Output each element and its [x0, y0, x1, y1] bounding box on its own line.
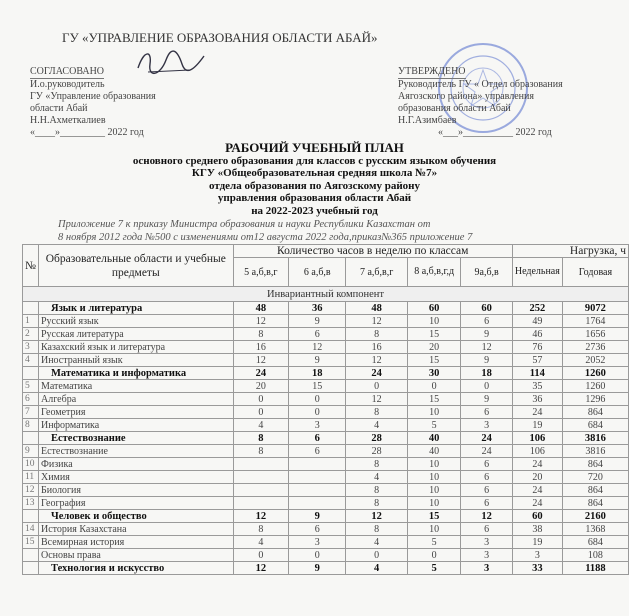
row-number: 9 — [23, 445, 39, 458]
header-class: 9а,б,в — [461, 258, 512, 287]
class-hours-cell: 6 — [461, 315, 512, 328]
yearly-cell: 2736 — [562, 341, 628, 354]
class-hours-cell: 4 — [346, 471, 407, 484]
class-hours-cell: 18 — [461, 367, 512, 380]
subject-name: Естествознание — [38, 445, 233, 458]
class-hours-cell: 5 — [407, 536, 461, 549]
group-name: Естествознание — [38, 432, 233, 445]
yearly-cell: 684 — [562, 536, 628, 549]
subject-name: Всемирная история — [38, 536, 233, 549]
weekly-cell: 20 — [512, 471, 562, 484]
weekly-cell: 106 — [512, 432, 562, 445]
class-hours-cell: 3 — [461, 562, 512, 575]
class-hours-cell: 15 — [407, 510, 461, 523]
class-hours-cell: 12 — [346, 315, 407, 328]
row-number — [23, 302, 39, 315]
yearly-cell: 864 — [562, 484, 628, 497]
class-hours-cell: 24 — [233, 367, 289, 380]
class-hours-cell: 4 — [346, 419, 407, 432]
weekly-cell: 19 — [512, 419, 562, 432]
weekly-cell: 3 — [512, 549, 562, 562]
agreed-block — [30, 66, 156, 139]
class-hours-cell: 8 — [346, 406, 407, 419]
row-number: 1 — [23, 315, 39, 328]
class-hours-cell: 36 — [289, 302, 346, 315]
yearly-cell: 2052 — [562, 354, 628, 367]
subject-name: Казахский язык и литература — [38, 341, 233, 354]
table-group-row — [23, 562, 629, 575]
title-line: КГУ «Общеобразовательная средняя школа №7» — [191, 167, 438, 179]
yearly-cell: 108 — [562, 549, 628, 562]
table-row — [23, 497, 629, 510]
class-hours-cell — [289, 497, 346, 510]
class-hours-cell: 20 — [407, 341, 461, 354]
group-name: Язык и литература — [38, 302, 233, 315]
class-hours-cell: 24 — [461, 445, 512, 458]
row-number: 7 — [23, 406, 39, 419]
class-hours-cell: 5 — [407, 419, 461, 432]
row-number: 6 — [23, 393, 39, 406]
class-hours-cell: 9 — [289, 315, 346, 328]
row-number: 8 — [23, 419, 39, 432]
table-row — [23, 380, 629, 393]
row-number — [23, 432, 39, 445]
class-hours-cell: 4 — [346, 536, 407, 549]
class-hours-cell: 3 — [461, 549, 512, 562]
weekly-cell: 38 — [512, 523, 562, 536]
agreed-line: Н.Н.Ахметкалиев — [30, 115, 106, 126]
class-hours-cell: 12 — [346, 354, 407, 367]
agreed-date: «____»_________ 2022 год — [30, 127, 144, 138]
weekly-cell: 19 — [512, 536, 562, 549]
yearly-cell: 3816 — [562, 432, 628, 445]
header-class: 5 а,б,в,г — [233, 258, 289, 287]
class-hours-cell: 0 — [233, 393, 289, 406]
weekly-cell: 76 — [512, 341, 562, 354]
approved-label: УТВЕРЖДЕНО — [398, 66, 466, 77]
yearly-cell: 3816 — [562, 445, 628, 458]
class-hours-cell: 8 — [233, 328, 289, 341]
subject-name: Русская литература — [38, 328, 233, 341]
subject-name: Иностранный язык — [38, 354, 233, 367]
weekly-cell: 24 — [512, 458, 562, 471]
class-hours-cell: 6 — [461, 484, 512, 497]
class-hours-cell: 12 — [346, 510, 407, 523]
agreed-line: области Абай — [30, 103, 88, 114]
yearly-cell: 1764 — [562, 315, 628, 328]
row-number — [23, 367, 39, 380]
table-row — [23, 536, 629, 549]
class-hours-cell: 9 — [289, 510, 346, 523]
row-number: 2 — [23, 328, 39, 341]
class-hours-cell: 8 — [346, 497, 407, 510]
yearly-cell: 1188 — [562, 562, 628, 575]
class-hours-cell — [233, 497, 289, 510]
title-line: основного среднего образования для классов с русским языком обучения — [132, 154, 497, 167]
class-hours-cell: 8 — [346, 523, 407, 536]
class-hours-cell: 4 — [233, 536, 289, 549]
class-hours-cell: 12 — [233, 510, 289, 523]
class-hours-cell: 8 — [233, 523, 289, 536]
weekly-cell: 36 — [512, 393, 562, 406]
class-hours-cell: 9 — [461, 354, 512, 367]
class-hours-cell: 6 — [461, 523, 512, 536]
table-row — [23, 445, 629, 458]
class-hours-cell: 40 — [407, 432, 461, 445]
class-hours-cell: 24 — [461, 432, 512, 445]
header-class: 6 а,б,в — [289, 258, 346, 287]
table-group-row — [23, 367, 629, 380]
class-hours-cell: 0 — [346, 549, 407, 562]
class-hours-cell: 48 — [233, 302, 289, 315]
class-hours-cell — [289, 484, 346, 497]
table-row — [23, 315, 629, 328]
class-hours-cell: 60 — [461, 302, 512, 315]
class-hours-cell: 6 — [289, 328, 346, 341]
agreed-line: ГУ «Управление образования — [30, 91, 156, 102]
table-row — [23, 354, 629, 367]
class-hours-cell: 10 — [407, 484, 461, 497]
weekly-cell: 114 — [512, 367, 562, 380]
title-main: РАБОЧИЙ УЧЕБНЫЙ ПЛАН — [225, 140, 404, 155]
class-hours-cell: 0 — [407, 380, 461, 393]
class-hours-cell: 10 — [407, 497, 461, 510]
class-hours-cell: 16 — [233, 341, 289, 354]
yearly-cell: 1368 — [562, 523, 628, 536]
class-hours-cell: 0 — [233, 406, 289, 419]
class-hours-cell: 8 — [233, 432, 289, 445]
yearly-cell: 9072 — [562, 302, 628, 315]
row-number: 10 — [23, 458, 39, 471]
row-number — [23, 549, 39, 562]
subject-name: Алгебра — [38, 393, 233, 406]
subject-name: Биология — [38, 484, 233, 497]
subject-name: Химия — [38, 471, 233, 484]
table-group-row — [23, 510, 629, 523]
table-row — [23, 393, 629, 406]
weekly-cell: 106 — [512, 445, 562, 458]
approved-block — [398, 66, 563, 139]
header-weekly: Недельная — [512, 258, 562, 287]
class-hours-cell: 8 — [346, 484, 407, 497]
class-hours-cell: 6 — [461, 471, 512, 484]
class-hours-cell: 60 — [407, 302, 461, 315]
group-name: Математика и информатика — [38, 367, 233, 380]
header-hours: Количество часов в неделю по классам — [233, 245, 512, 258]
class-hours-cell: 6 — [289, 445, 346, 458]
class-hours-cell: 6 — [461, 497, 512, 510]
class-hours-cell: 12 — [233, 315, 289, 328]
class-hours-cell: 12 — [289, 341, 346, 354]
class-hours-cell: 6 — [289, 432, 346, 445]
table-row — [23, 406, 629, 419]
order-note — [58, 218, 472, 244]
weekly-cell: 60 — [512, 510, 562, 523]
header-subjects: Образовательные области и учебные предметы — [38, 245, 233, 287]
yearly-cell: 684 — [562, 419, 628, 432]
class-hours-cell: 0 — [233, 549, 289, 562]
subject-name: Основы права — [38, 549, 233, 562]
class-hours-cell: 15 — [407, 328, 461, 341]
class-hours-cell: 20 — [233, 380, 289, 393]
row-number: 3 — [23, 341, 39, 354]
header-load: Нагрузка, ч — [512, 245, 628, 258]
class-hours-cell: 10 — [407, 458, 461, 471]
class-hours-cell: 8 — [346, 328, 407, 341]
agreed-label: СОГЛАСОВАНО — [30, 66, 105, 77]
class-hours-cell: 9 — [289, 354, 346, 367]
table-row — [23, 328, 629, 341]
class-hours-cell: 6 — [461, 458, 512, 471]
invariant-component: Инвариантный компонент — [23, 287, 629, 302]
class-hours-cell: 12 — [346, 393, 407, 406]
class-hours-cell: 10 — [407, 523, 461, 536]
title-line: отдела образования по Аягозскому району — [208, 179, 421, 192]
approved-line: Н.Г.Азимбаев — [398, 115, 457, 126]
approved-line: образования области Абай — [398, 103, 511, 114]
weekly-cell: 49 — [512, 315, 562, 328]
class-hours-cell: 40 — [407, 445, 461, 458]
class-hours-cell: 3 — [289, 536, 346, 549]
document-title — [0, 142, 629, 217]
subject-name: Геометрия — [38, 406, 233, 419]
class-hours-cell: 3 — [461, 419, 512, 432]
row-number: 4 — [23, 354, 39, 367]
org-header: ГУ «УПРАВЛЕНИЕ ОБРАЗОВАНИЯ ОБЛАСТИ АБАЙ» — [62, 30, 378, 45]
class-hours-cell: 3 — [289, 419, 346, 432]
subject-name: Математика — [38, 380, 233, 393]
table-row — [23, 341, 629, 354]
class-hours-cell: 0 — [346, 380, 407, 393]
yearly-cell: 2160 — [562, 510, 628, 523]
group-name: Технология и искусство — [38, 562, 233, 575]
subject-name: География — [38, 497, 233, 510]
subject-name: Физика — [38, 458, 233, 471]
class-hours-cell — [233, 471, 289, 484]
row-number: 11 — [23, 471, 39, 484]
class-hours-cell: 0 — [461, 380, 512, 393]
weekly-cell: 46 — [512, 328, 562, 341]
note-line: 8 ноября 2012 года №500 с изменениями от12 августа 2022 года,приказ№365 приложение 7 — [58, 232, 473, 243]
class-hours-cell: 0 — [289, 393, 346, 406]
class-hours-cell: 0 — [407, 549, 461, 562]
class-hours-cell: 8 — [346, 458, 407, 471]
weekly-cell: 24 — [512, 406, 562, 419]
class-hours-cell: 12 — [461, 341, 512, 354]
yearly-cell: 864 — [562, 497, 628, 510]
weekly-cell: 33 — [512, 562, 562, 575]
class-hours-cell: 5 — [407, 562, 461, 575]
title-line: управления образования области Абай — [217, 192, 412, 204]
class-hours-cell: 0 — [289, 549, 346, 562]
weekly-cell: 24 — [512, 484, 562, 497]
class-hours-cell: 10 — [407, 471, 461, 484]
table-row — [23, 471, 629, 484]
weekly-cell: 57 — [512, 354, 562, 367]
agreed-line: И.о.руководитель — [30, 79, 105, 90]
row-number: 15 — [23, 536, 39, 549]
table-row — [23, 484, 629, 497]
class-hours-cell: 4 — [233, 419, 289, 432]
row-number: 13 — [23, 497, 39, 510]
class-hours-cell: 15 — [407, 393, 461, 406]
class-hours-cell: 30 — [407, 367, 461, 380]
yearly-cell: 1260 — [562, 380, 628, 393]
header-class: 7 а,б,в,г — [346, 258, 407, 287]
row-number: 12 — [23, 484, 39, 497]
class-hours-cell: 12 — [233, 562, 289, 575]
class-hours-cell: 0 — [289, 406, 346, 419]
yearly-cell: 1656 — [562, 328, 628, 341]
subject-name: Информатика — [38, 419, 233, 432]
subject-name: История Казахстана — [38, 523, 233, 536]
row-number — [23, 562, 39, 575]
table-row — [23, 458, 629, 471]
class-hours-cell: 28 — [346, 445, 407, 458]
row-number: 14 — [23, 523, 39, 536]
class-hours-cell — [289, 471, 346, 484]
header-yearly: Годовая — [562, 258, 628, 287]
subject-name: Русский язык — [38, 315, 233, 328]
class-hours-cell: 8 — [233, 445, 289, 458]
curriculum-table — [22, 244, 629, 575]
class-hours-cell: 12 — [233, 354, 289, 367]
class-hours-cell: 10 — [407, 406, 461, 419]
approved-date: «___»__________ 2022 год — [438, 127, 552, 138]
class-hours-cell — [233, 458, 289, 471]
weekly-cell: 24 — [512, 497, 562, 510]
row-number: 5 — [23, 380, 39, 393]
header-number: № — [23, 245, 39, 287]
class-hours-cell: 15 — [289, 380, 346, 393]
table-group-row — [23, 432, 629, 445]
weekly-cell: 35 — [512, 380, 562, 393]
yearly-cell: 1260 — [562, 367, 628, 380]
note-line: Приложение 7 к приказу Министра образования и науки Республики Казахстан от — [58, 219, 431, 230]
class-hours-cell: 28 — [346, 432, 407, 445]
table-row — [23, 549, 629, 562]
header-class: 8 а,б,в,г,д — [407, 258, 461, 287]
class-hours-cell: 16 — [346, 341, 407, 354]
class-hours-cell: 6 — [461, 406, 512, 419]
table-row — [23, 523, 629, 536]
class-hours-cell: 10 — [407, 315, 461, 328]
class-hours-cell: 4 — [346, 562, 407, 575]
class-hours-cell: 15 — [407, 354, 461, 367]
class-hours-cell — [233, 484, 289, 497]
class-hours-cell: 18 — [289, 367, 346, 380]
row-number — [23, 510, 39, 523]
yearly-cell: 1296 — [562, 393, 628, 406]
class-hours-cell: 12 — [461, 510, 512, 523]
approved-line: Руководитель ГУ « Отдел образования — [398, 79, 563, 90]
class-hours-cell: 24 — [346, 367, 407, 380]
yearly-cell: 864 — [562, 458, 628, 471]
class-hours-cell: 9 — [289, 562, 346, 575]
class-hours-cell — [289, 458, 346, 471]
table-row — [23, 419, 629, 432]
group-name: Человек и общество — [38, 510, 233, 523]
weekly-cell: 252 — [512, 302, 562, 315]
yearly-cell: 720 — [562, 471, 628, 484]
yearly-cell: 864 — [562, 406, 628, 419]
table-group-row — [23, 302, 629, 315]
class-hours-cell: 9 — [461, 328, 512, 341]
class-hours-cell: 3 — [461, 536, 512, 549]
approved-line: Аягозского района» управления — [398, 91, 534, 102]
class-hours-cell: 48 — [346, 302, 407, 315]
title-line: на 2022-2023 учебный год — [251, 204, 378, 217]
class-hours-cell: 9 — [461, 393, 512, 406]
class-hours-cell: 6 — [289, 523, 346, 536]
